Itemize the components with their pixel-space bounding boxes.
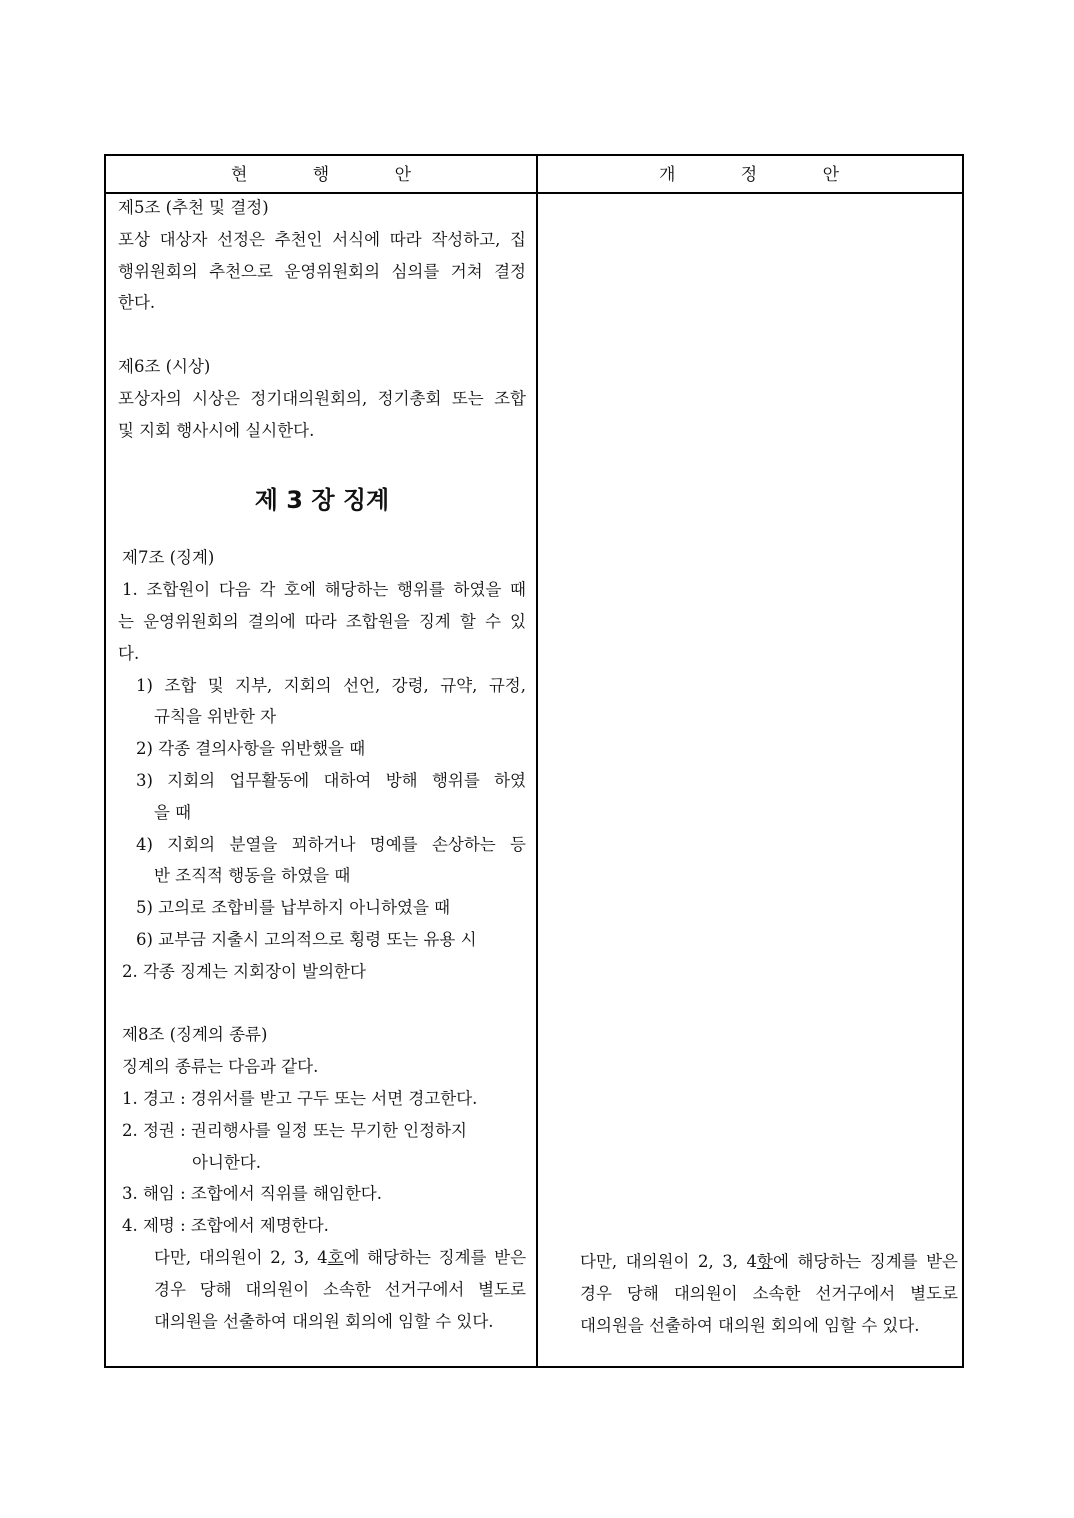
revised-column xyxy=(580,1246,958,1341)
article-5-line-2: 행위원회의 추천으로 운영위원회의 심의를 거쳐 결정 xyxy=(118,261,526,281)
article-8-title: 제8조 (징계의 종류) xyxy=(122,1025,268,1045)
column-divider xyxy=(536,156,538,1366)
revised-proviso-line-3: 대의원을 선출하여 대의원 회의에 임할 수 있다. xyxy=(580,1315,920,1335)
article-7-title: 제7조 (징계) xyxy=(122,548,215,568)
article-7-line-1: 1. 조합원이 다음 각 호에 해당하는 행위를 하였을 때 xyxy=(122,580,526,600)
spacer xyxy=(118,520,526,542)
article-6-title: 제6조 (시상) xyxy=(118,356,211,376)
header-revised: 개 정 안 xyxy=(658,165,870,185)
article-5-line-3: 한다. xyxy=(118,293,156,313)
item-1b: 규칙을 위반한 자 xyxy=(154,707,277,727)
table-header xyxy=(106,156,962,194)
spacer xyxy=(118,988,526,1020)
kind-4: 4. 제명 : 조합에서 제명한다. xyxy=(122,1216,329,1236)
kind-3: 3. 해임 : 조합에서 직위를 해임한다. xyxy=(122,1184,382,1204)
item-6: 6) 교부금 지출시 고의적으로 횡령 또는 유용 시 xyxy=(136,929,477,949)
proviso-line-3: 대의원을 선출하여 대의원 회의에 임할 수 있다. xyxy=(154,1311,494,1331)
current-column xyxy=(118,194,526,1337)
article-7-line-2: 는 운영위원회의 결의에 따라 조합원을 징계 할 수 있 xyxy=(118,611,526,631)
article-6-line-2: 및 지회 행사시에 실시한다. xyxy=(118,420,315,440)
article-7-clause-2: 2. 각종 징계는 지회장이 발의한다 xyxy=(122,961,366,981)
item-5: 5) 고의로 조합비를 납부하지 아니하였을 때 xyxy=(136,898,451,918)
item-3a: 3) 지회의 업무활동에 대하여 방해 행위를 하였 xyxy=(136,770,526,790)
spacer xyxy=(118,319,526,351)
article-5-line-1: 포상 대상자 선정은 추천인 서식에 따라 작성하고, 집 xyxy=(118,229,526,249)
comparison-table xyxy=(104,154,964,1368)
header-current: 현 행 안 xyxy=(230,165,442,185)
item-1a: 1) 조합 및 지부, 지회의 선언, 강령, 규약, 규정, xyxy=(136,675,526,695)
revised-proviso-line-2: 경우 당해 대의원이 소속한 선거구에서 별도로 xyxy=(580,1283,958,1303)
spacer xyxy=(118,446,526,480)
item-4a: 4) 지회의 분열을 꾀하거나 명예를 손상하는 등 xyxy=(136,834,526,854)
proviso-line-2: 경우 당해 대의원이 소속한 선거구에서 별도로 xyxy=(154,1279,526,1299)
kind-2b: 아니한다. xyxy=(192,1152,262,1172)
article-8-intro: 징계의 종류는 다음과 같다. xyxy=(122,1057,319,1077)
proviso-line-1: 다만, 대의원이 2, 3, 4호에 해당하는 징계를 받은 xyxy=(154,1247,527,1267)
article-6-line-1: 포상자의 시상은 정기대의원회의, 정기총회 또는 조합 xyxy=(118,388,526,408)
chapter-title: 제 3 장 징계 xyxy=(254,486,390,515)
kind-1: 1. 경고 : 경위서를 받고 구두 또는 서면 경고한다. xyxy=(122,1088,478,1108)
item-4b: 반 조직적 행동을 하였을 때 xyxy=(154,866,351,886)
article-5-title: 제5조 (추천 및 결정) xyxy=(118,198,269,217)
kind-2a: 2. 정권 : 권리행사를 일정 또는 무기한 인정하지 xyxy=(122,1120,467,1140)
article-7-line-3: 다. xyxy=(118,643,140,663)
revised-proviso-line-1: 다만, 대의원이 2, 3, 4항에 해당하는 징계를 받은 xyxy=(580,1252,958,1271)
item-2: 2) 각종 결의사항을 위반했을 때 xyxy=(136,739,366,759)
item-3b: 을 때 xyxy=(154,802,192,822)
